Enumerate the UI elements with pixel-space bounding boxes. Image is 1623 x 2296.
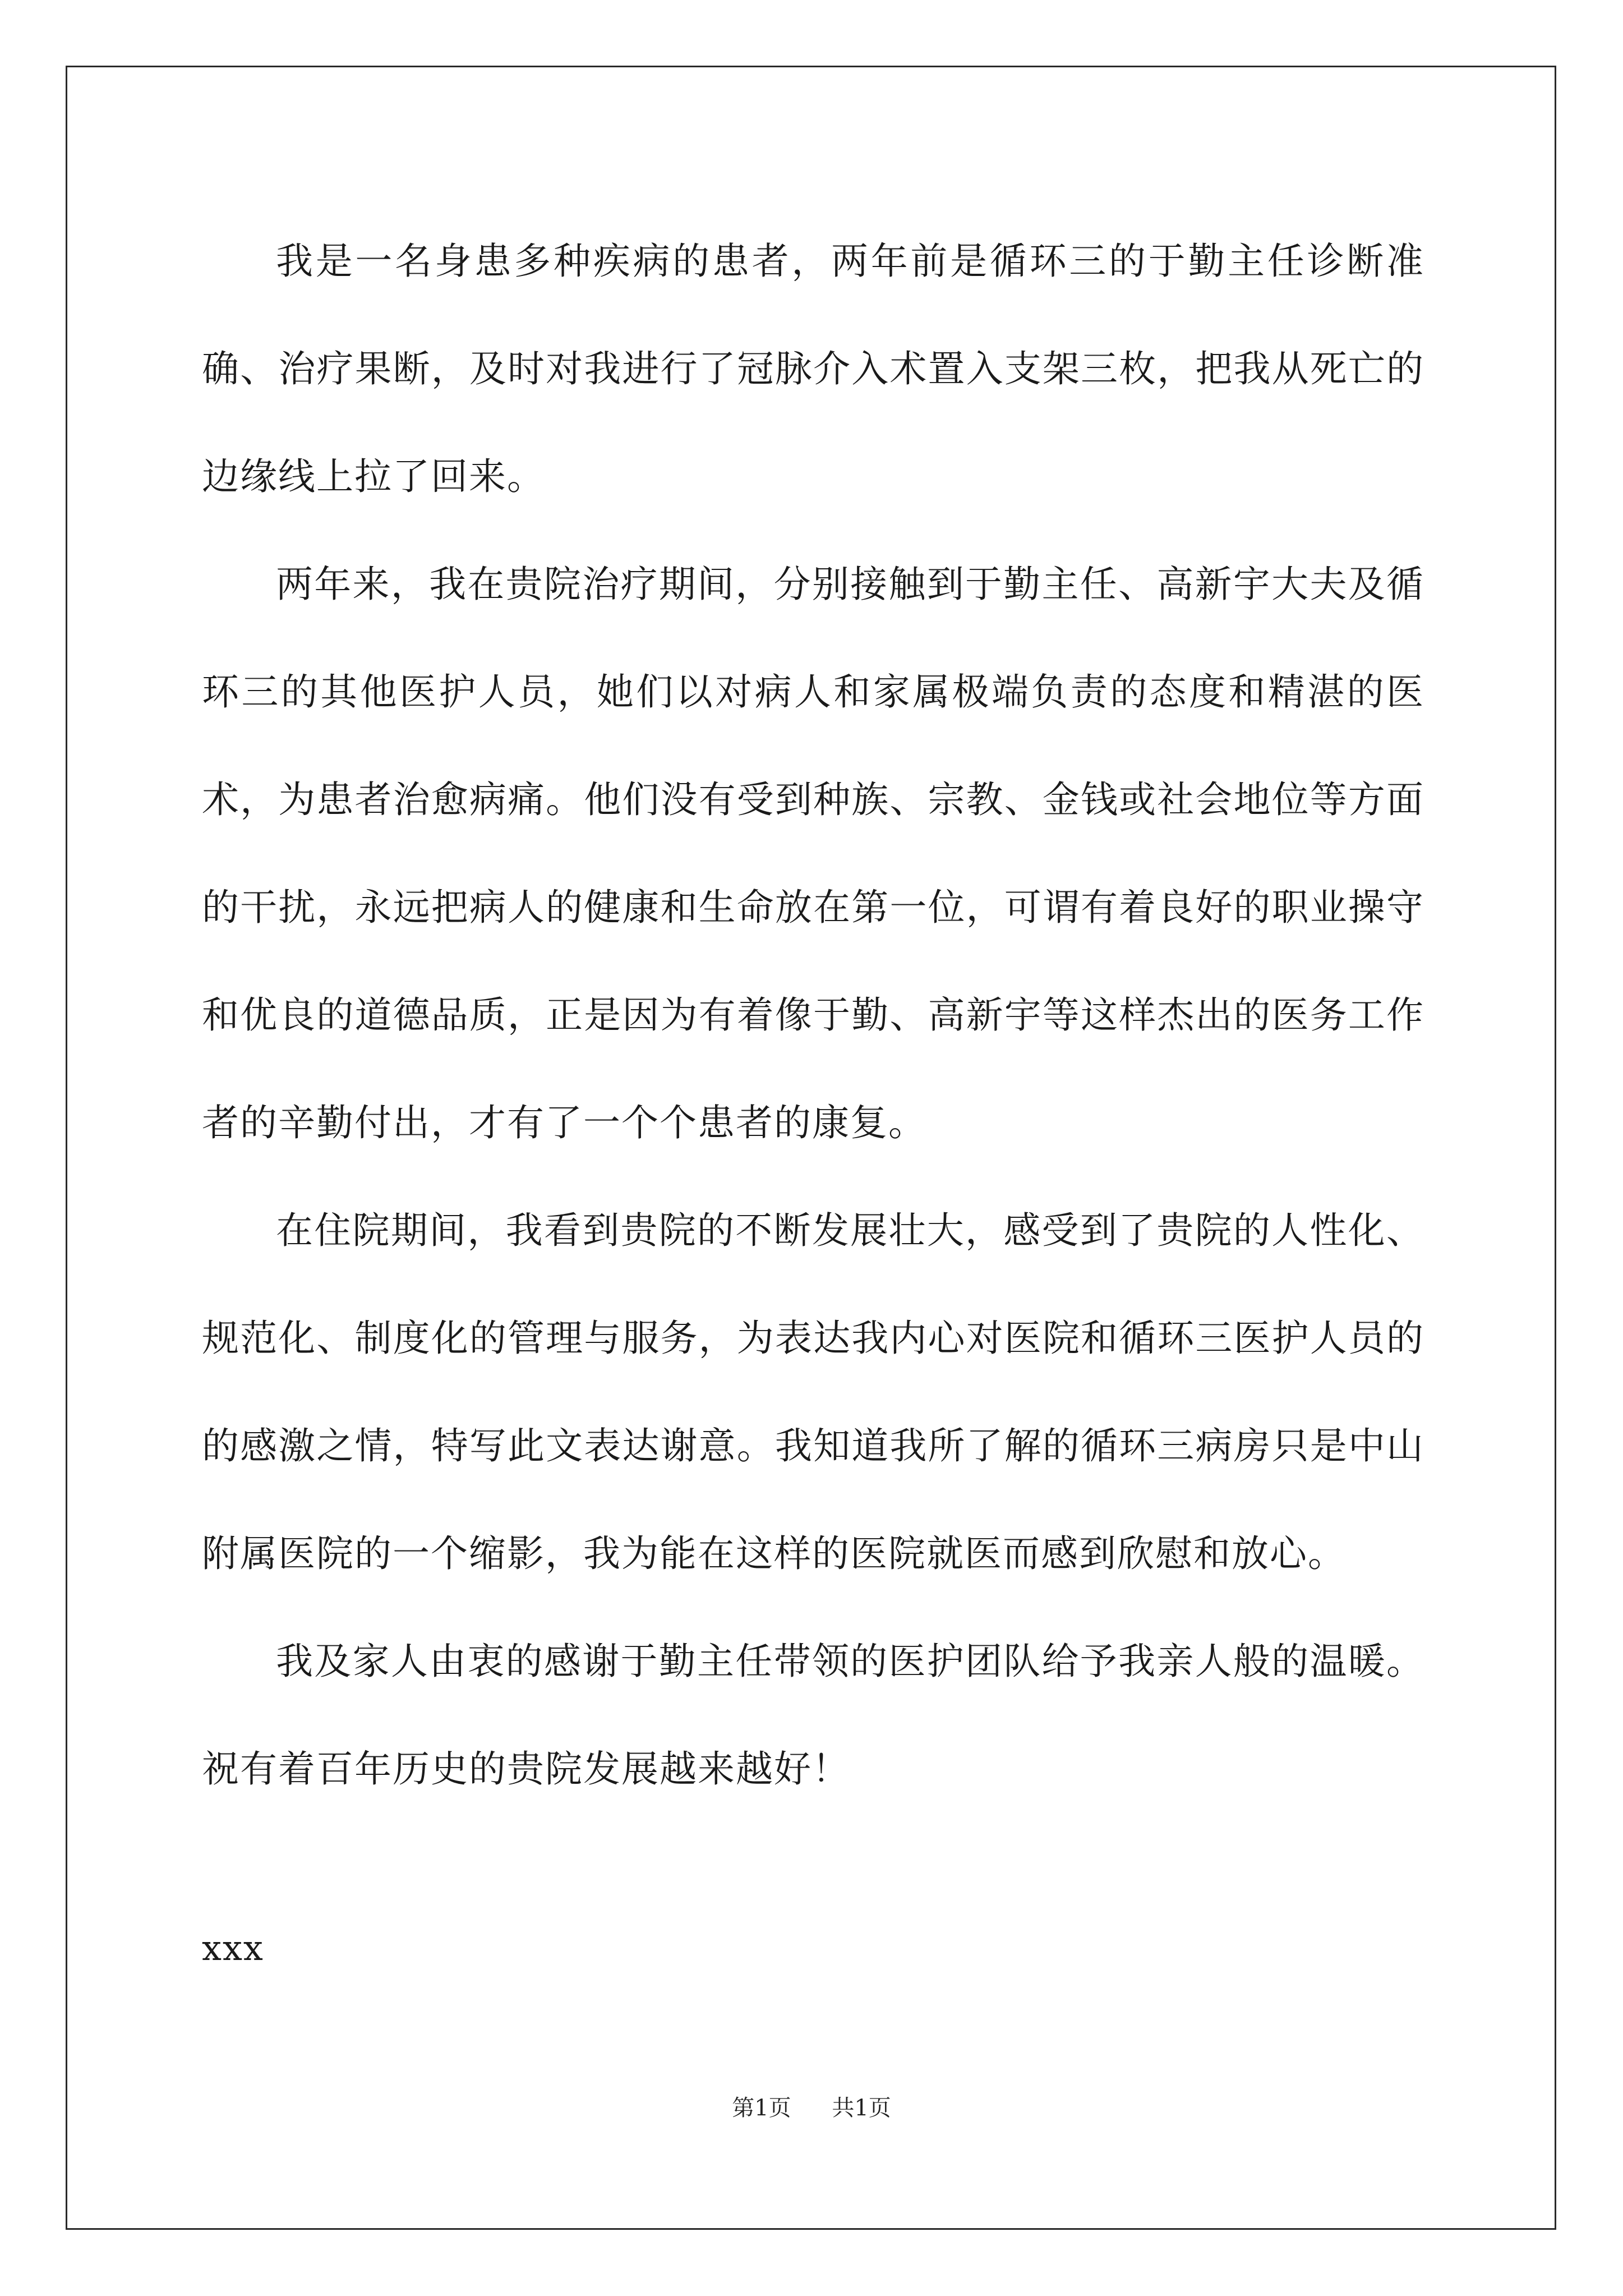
- paragraph-4: 我及家人由衷的感谢于勤主任带领的医护团队给予我亲人般的温暖。祝有着百年历史的贵院发展越来越好！: [202, 1640, 1424, 1791]
- letter-body: [202, 208, 1424, 1823]
- page-footer: [0, 2090, 1623, 2122]
- page-total: 共1页: [832, 2095, 891, 2121]
- signature: xxx: [202, 1927, 264, 1968]
- page-number: 第1页: [732, 2095, 791, 2121]
- paragraph-1: 我是一名身患多种疾病的患者，两年前是循环三的于勤主任诊断准确、治疗果断，及时对我进行了冠脉介入术置入支架三枚，把我从死亡的边缘线上拉了回来。: [202, 240, 1424, 498]
- paragraph-2: 两年来，我在贵院治疗期间，分别接触到于勤主任、高新宇大夫及循环三的其他医护人员，她们以对病人和家属极端负责的态度和精湛的医术，为患者治愈病痛。他们没有受到种族、宗教、金钱或社会地位等方面的干扰，永远把病人的健康和生命放在第一位，可谓有着良好的职业操守和优良的道德品质，正是因为有着像于勤、高新宇等这样杰出的医务工作者的辛勤付出，才有了一个个患者的康复。: [202, 563, 1424, 1144]
- paragraph-3: 在住院期间，我看到贵院的不断发展壮大，感受到了贵院的人性化、规范化、制度化的管理与服务，为表达我内心对医院和循环三医护人员的的感激之情，特写此文表达谢意。我知道我所了解的循环三病房只是中山附属医院的一个缩影，我为能在这样的医院就医而感到欣慰和放心。: [202, 1209, 1424, 1575]
